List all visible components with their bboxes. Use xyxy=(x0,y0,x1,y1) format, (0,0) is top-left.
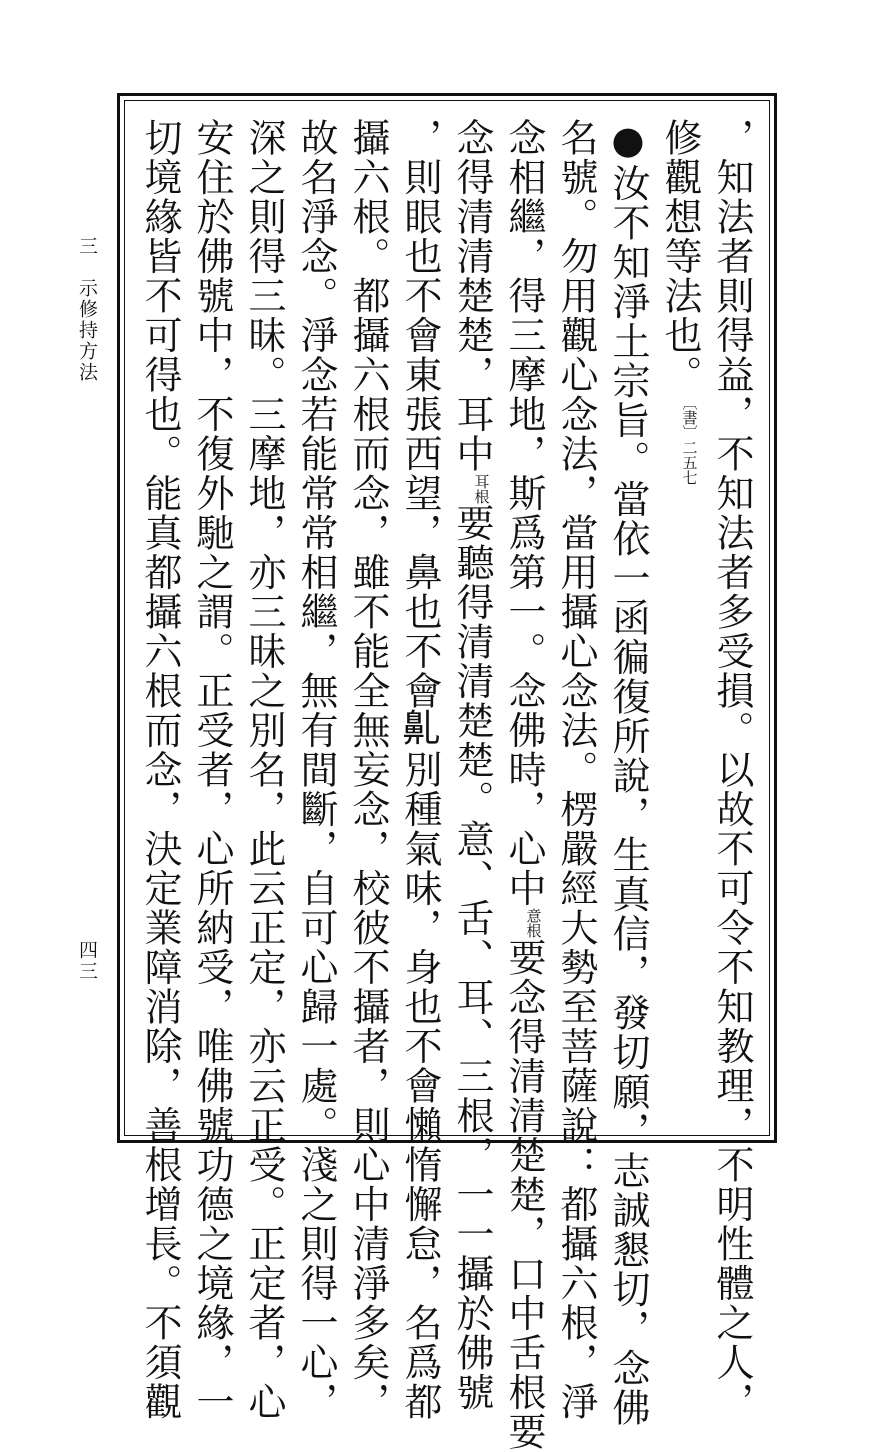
column-text: ，則眼也不會東張西望，鼻也不會𪖐別種氣味，身也不會懶惰懈怠，名爲都 xyxy=(398,118,442,1422)
text-column-8 xyxy=(342,118,394,1422)
column-text: 念得清清楚楚，耳中 xyxy=(450,118,494,474)
text-body xyxy=(136,118,758,1452)
text-column-9 xyxy=(290,118,342,1422)
text-column-10 xyxy=(238,118,290,1422)
text-column-2 xyxy=(654,118,706,1118)
column-text: 故名淨念。淨念若能常常相繼，無有間斷，自可心歸一處。淺之則得一心， xyxy=(294,118,338,1422)
text-column-3 xyxy=(602,118,654,1428)
text-column-6 xyxy=(446,118,498,1412)
page-number: 四三 xyxy=(76,940,98,982)
text-column-5 xyxy=(498,118,550,1452)
column-text: 攝六根。都攝六根而念，雖不能全無妄念，校彼不攝者，則心中清淨多矣， xyxy=(346,118,390,1422)
text-column-1 xyxy=(706,118,758,1422)
inline-note: 意根 xyxy=(524,908,543,938)
text-column-11 xyxy=(186,118,238,1422)
column-text: 修觀想等法也。 xyxy=(658,118,702,395)
column-text-rest: 要聽得清清楚楚。意、舌、耳、三根，一一攝於佛號 xyxy=(450,503,494,1412)
text-column-12 xyxy=(134,118,186,1422)
text-column-4 xyxy=(550,118,602,1422)
column-text: 名號。勿用觀心念法，當用攝心念法。楞嚴經大勢至菩薩說：都攝六根，淨 xyxy=(554,118,598,1422)
column-text-rest: 要念得清清楚楚，口中舌根要 xyxy=(502,938,546,1452)
column-text: ●汝不知淨土宗旨。當依一函徧復所說，生真信，發切願，志誠懇切，念佛 xyxy=(606,118,650,1428)
citation-note: 〔書〕二五七 xyxy=(680,394,699,485)
column-text: ，知法者則得益，不知法者多受損。以故不可令不知教理，不明性體之人， xyxy=(710,118,754,1422)
column-text: 深之則得三昧。三摩地，亦三昧之別名，此云正定，亦云正受。正定者，心 xyxy=(242,118,286,1422)
text-column-7 xyxy=(394,118,446,1422)
chapter-heading: 三 示修持方法 xyxy=(76,236,98,383)
column-text: 念相繼，得三摩地，斯爲第一。念佛時，心中 xyxy=(502,118,546,908)
inline-note: 耳根 xyxy=(472,473,491,504)
column-text: 安住於佛號中，不復外馳之謂。正受者，心所納受，唯佛號功德之境緣，一 xyxy=(190,118,234,1422)
column-text: 切境緣皆不可得也。能真都攝六根而念，決定業障消除，善根增長。不須觀 xyxy=(138,118,182,1422)
